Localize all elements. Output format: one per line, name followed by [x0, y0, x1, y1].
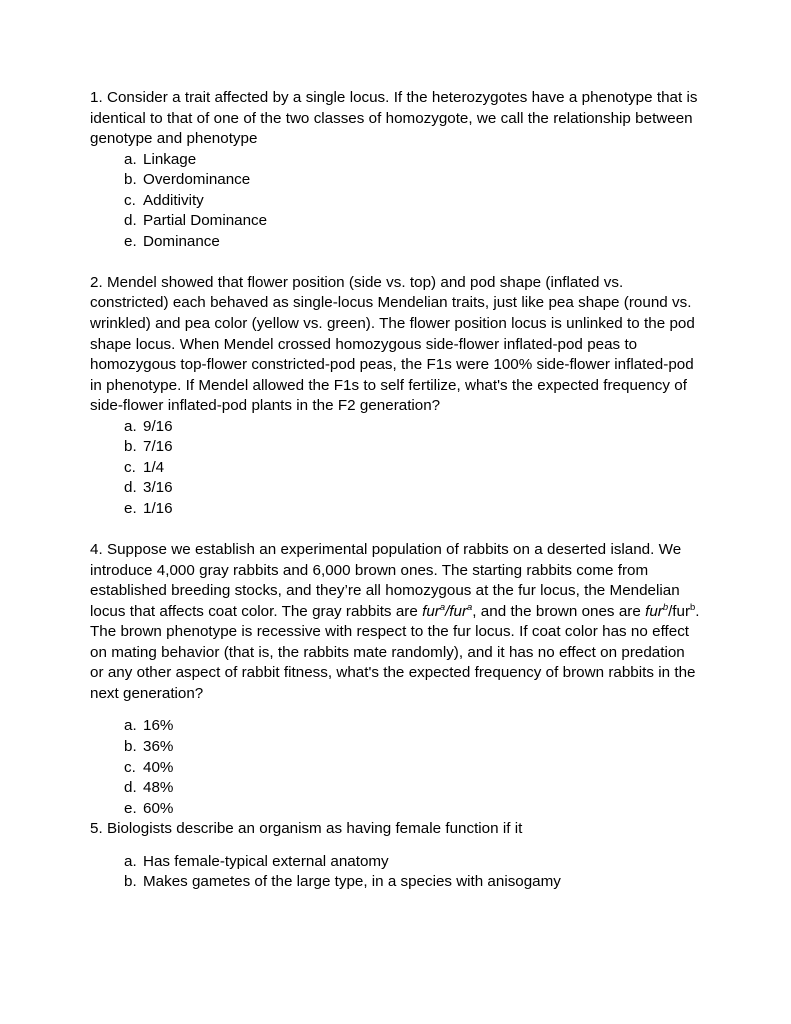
question-2-stem: 2. Mendel showed that flower position (side vs. top) and pod shape (inflated vs. constricted) each behaved as single-locus Mendelian traits, just like pea shape (round vs. wrinkled) and pea color (yellow vs. green). The flower position locus is unlinked to the pod shape locus. When Mendel crossed homozygous side-flower inflated-pod peas to homozygous top-flower constricted-pod peas, the F1s were 100% side-flower inflated-pod in phenotype. If Mendel allowed the F1s to self fertilize, what's the expected frequency of side-flower inflated-pod plants in the F2 generation?	[90, 273, 695, 415]
option-item[interactable]	[90, 852, 702, 873]
question-block-2	[90, 273, 702, 520]
question-1-options	[90, 150, 702, 253]
option-marker: e.	[124, 232, 137, 250]
option-marker: b.	[124, 873, 137, 891]
option-label: 3/16	[143, 479, 173, 497]
block-spacer	[90, 519, 702, 540]
option-item[interactable]	[90, 150, 702, 171]
option-label: Overdominance	[143, 171, 251, 189]
genotype-brown-allele: b	[662, 600, 669, 612]
document-content	[90, 88, 702, 893]
option-label: 7/16	[143, 438, 173, 456]
option-label: 60%	[143, 799, 174, 817]
option-item[interactable]	[90, 758, 702, 779]
option-label: Has female-typical external anatomy	[143, 852, 389, 870]
option-item[interactable]	[90, 211, 702, 232]
option-marker: b.	[124, 438, 137, 456]
option-item[interactable]	[90, 778, 702, 799]
option-label: 1/4	[143, 458, 165, 476]
option-label: 1/16	[143, 499, 173, 517]
list-spacer	[90, 704, 702, 716]
question-1-stem: 1. Consider a trait affected by a single locus. If the heterozygotes have a phenotype that is identical to that of one of the two classes of homozygote, we call the relationship between genotype and phenotype	[90, 89, 698, 148]
option-item[interactable]	[90, 191, 702, 212]
option-label: 48%	[143, 779, 174, 797]
question-4-options	[90, 716, 702, 819]
question-5-stem: 5. Biologists describe an organism as having female function if it	[90, 820, 523, 838]
option-marker: a.	[124, 150, 137, 168]
option-item[interactable]	[90, 458, 702, 479]
option-marker: a.	[124, 852, 137, 870]
genotype-brown	[645, 600, 696, 620]
question-4-stem-part-1: 4. Suppose we establish an experimental population of rabbits on a deserted island. We introduce 4,000 gray rabbits and 6,000 brown ones. The starting rabbits come from established breeding stocks, and they’re all homozygous at the fur locus, the Mendelian locus that affects coat color. The gray rabbits are	[90, 541, 682, 620]
genotype-gray-allele-2: a	[467, 600, 473, 612]
option-label: 9/16	[143, 417, 173, 435]
option-item[interactable]	[90, 799, 702, 820]
option-item[interactable]	[90, 232, 702, 253]
genotype-brown-separator: /fur	[668, 602, 691, 620]
option-label: Makes gametes of the large type, in a species with anisogamy	[143, 873, 561, 891]
option-marker: d.	[124, 479, 137, 497]
block-spacer	[90, 252, 702, 273]
question-4-stem-part-3: . The brown phenotype is recessive with respect to the fur locus. If coat color has no effect on mating behavior (that is, the rabbits mate randomly), and it has no effect on predation or any other aspect of rabbit fitness, what's the expected frequency of brown rabbits in the next generation?	[90, 602, 700, 702]
genotype-gray	[422, 600, 473, 620]
option-item[interactable]	[90, 417, 702, 438]
option-marker: c.	[124, 758, 136, 776]
option-item[interactable]	[90, 737, 702, 758]
option-marker: c.	[124, 458, 136, 476]
option-marker: b.	[124, 171, 137, 189]
option-marker: d.	[124, 779, 137, 797]
question-block-1	[90, 88, 702, 252]
option-label: 36%	[143, 737, 174, 755]
question-4-stem	[90, 540, 702, 704]
option-label: Partial Dominance	[143, 212, 268, 230]
option-item[interactable]	[90, 499, 702, 520]
option-label: 40%	[143, 758, 174, 776]
option-marker: d.	[124, 212, 137, 230]
option-label: Additivity	[143, 191, 204, 209]
option-marker: a.	[124, 717, 137, 735]
question-block-5	[90, 819, 702, 893]
genotype-gray-separator: /fur	[445, 602, 468, 620]
genotype-brown-base: fur	[645, 602, 663, 620]
option-item[interactable]	[90, 478, 702, 499]
option-label: 16%	[143, 717, 174, 735]
option-marker: e.	[124, 499, 137, 517]
option-marker: a.	[124, 417, 137, 435]
option-marker: c.	[124, 191, 136, 209]
list-spacer	[90, 840, 702, 852]
option-marker: e.	[124, 799, 137, 817]
question-4-stem-part-2: , and the brown ones are	[472, 602, 646, 620]
genotype-gray-allele: a	[439, 600, 446, 612]
question-2-options	[90, 417, 702, 520]
option-item[interactable]	[90, 872, 702, 893]
option-item[interactable]	[90, 170, 702, 191]
option-item[interactable]	[90, 716, 702, 737]
option-label: Linkage	[143, 150, 197, 168]
genotype-brown-allele-2: b	[690, 600, 696, 612]
genotype-gray-base: fur	[422, 602, 440, 620]
question-block-4	[90, 540, 702, 819]
question-5-options	[90, 852, 702, 893]
option-marker: b.	[124, 737, 137, 755]
option-item[interactable]	[90, 437, 702, 458]
option-label: Dominance	[143, 232, 220, 250]
